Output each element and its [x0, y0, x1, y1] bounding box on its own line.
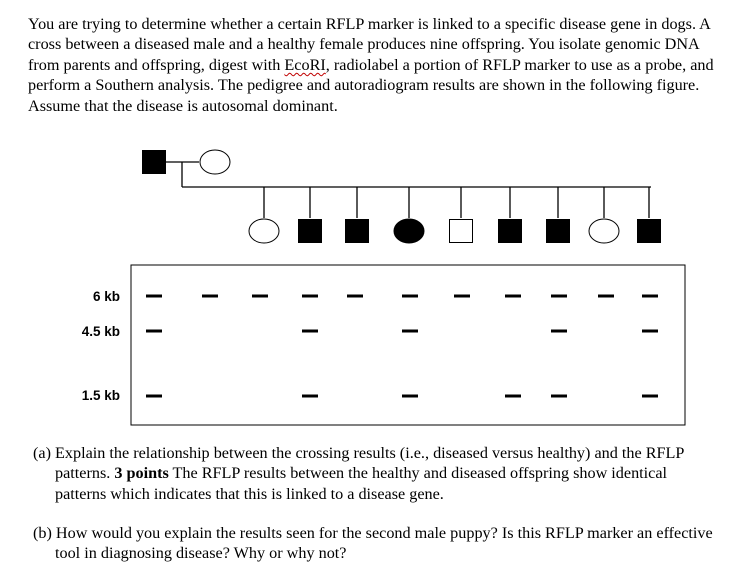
offspring-5-male-symbol [450, 220, 473, 243]
offspring-8-female-symbol [589, 219, 619, 243]
mother-female-symbol [200, 150, 230, 174]
pedigree [143, 150, 661, 243]
offspring-9-male-symbol [638, 220, 661, 243]
band-lane-7-6kb [454, 295, 470, 298]
band-lane-2-6kb [202, 295, 218, 298]
band-lane-8-6kb [505, 295, 521, 298]
band-lane-4-6kb [302, 295, 318, 298]
question-a-points: 3 points [114, 464, 169, 483]
band-lane-6-6kb [402, 295, 418, 298]
offspring-4-female-symbol [394, 219, 424, 243]
band-lane-1-6kb [146, 295, 162, 298]
size-label-4-5kb: 4.5 kb [81, 324, 120, 339]
band-lane-11-1-5kb [642, 395, 658, 398]
band-lane-11-4-5kb [642, 330, 658, 333]
band-lane-9-1-5kb [551, 395, 567, 398]
band-lane-5-6kb [347, 295, 363, 298]
size-label-6kb: 6 kb [92, 289, 120, 304]
offspring-1-female-symbol [249, 219, 279, 243]
band-lane-11-6kb [642, 295, 658, 298]
offspring-7-male-symbol [547, 220, 570, 243]
question-b [33, 523, 720, 564]
band-lane-10-6kb [598, 295, 614, 298]
question-a [33, 443, 720, 504]
enzyme-name: EcoRI [284, 55, 326, 74]
offspring-6-male-symbol [499, 220, 522, 243]
question-b-text: (b) How would you explain the results seen for the second male puppy? Is this RFLP marker an effective tool in diagnosing disease? Why or why not? [33, 524, 713, 563]
offspring-2-male-symbol [299, 220, 322, 243]
size-label-1-5kb: 1.5 kb [81, 388, 120, 403]
offspring-3-male-symbol [346, 220, 369, 243]
band-lane-8-1-5kb [505, 395, 521, 398]
gel-bands [146, 295, 658, 398]
band-lane-6-4-5kb [402, 330, 418, 333]
intro-text-1: You are trying to determine whether a certain RFLP marker is linked to a specific disease gene in dogs. A cross between a diseased male and a healthy female produces nine offspring. You isolate genomic DNA from parents and offspring, digest with [28, 15, 710, 74]
question-a-answer: The RFLP results between the healthy and diseased offspring show identical patterns which indicates that this is linked to a disease gene. [55, 464, 668, 503]
band-lane-3-6kb [252, 295, 268, 298]
band-lane-9-4-5kb [551, 330, 567, 333]
band-lane-4-1-5kb [302, 395, 318, 398]
band-lane-9-6kb [551, 295, 567, 298]
band-lane-1-1-5kb [146, 395, 162, 398]
question-a-text: (a) Explain the relationship between the crossing results (i.e., diseased versus healthy) and the RFLP patterns. [33, 444, 684, 483]
band-lane-1-4-5kb [146, 330, 162, 333]
father-male-symbol [143, 151, 166, 174]
gel-border [131, 265, 685, 425]
band-lane-6-1-5kb [402, 395, 418, 398]
intro-text-2: , radiolabel a portion of RFLP marker to use as a probe, and perform a Southern analysis. The pedigree and autoradiogram results are shown in the following figure. Assume that the disease is autosomal dominant. [28, 55, 714, 115]
band-lane-4-4-5kb [302, 330, 318, 333]
